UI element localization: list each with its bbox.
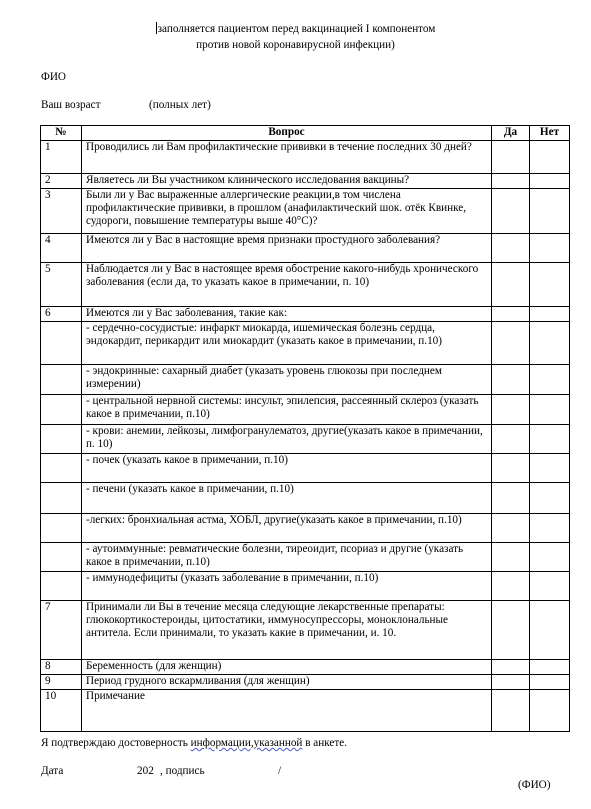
- confirmation-text: [41, 737, 347, 749]
- no-cell[interactable]: [530, 543, 570, 572]
- table-row: [41, 365, 570, 395]
- row-question: - аутоиммунные: ревматические болезни, тиреоидит, псориаз и другие (указать какое в примечании, п.10): [82, 543, 492, 572]
- row-num: 9: [41, 675, 82, 690]
- row-num: 5: [41, 263, 82, 307]
- table-row: [41, 307, 570, 322]
- yes-cell[interactable]: [492, 483, 530, 514]
- yes-cell[interactable]: [492, 174, 530, 189]
- yes-cell[interactable]: [492, 454, 530, 483]
- row-num: 6: [41, 307, 82, 322]
- table-row: [41, 189, 570, 234]
- age-hint: (полных лет): [149, 99, 211, 111]
- text-cursor: [156, 22, 157, 34]
- row-question: Были ли у Вас выраженные аллергические реакции,в том числена профилактические прививки, в прошлом (анафилактический шок. отёк Квинке, судороги, повышение температуры выше 40°С)?: [82, 189, 492, 234]
- row-question: Наблюдается ли у Вас в настоящее время обострение какого-нибудь хронического заболевания (если да, то указать какое в примечании, п. 10): [82, 263, 492, 307]
- col-header-no: Нет: [530, 126, 570, 141]
- row-question: Проводились ли Вам профилактические прививки в течение последних 30 дней?: [82, 141, 492, 174]
- table-row: [41, 572, 570, 601]
- no-cell[interactable]: [530, 365, 570, 395]
- yes-cell[interactable]: [492, 660, 530, 675]
- no-cell[interactable]: [530, 395, 570, 425]
- confirm-wavy: информации,указанной: [190, 737, 303, 749]
- no-cell[interactable]: [530, 572, 570, 601]
- row-question: - сердечно-сосудистые: инфаркт миокарда, ишемическая болезнь сердца, эндокардит, перикардит или миокардит (указать какое в примечании, п.10): [82, 322, 492, 365]
- col-header-num: №: [41, 126, 82, 141]
- row-question: Имеются ли у Вас в настоящие время признаки простудного заболевания?: [82, 234, 492, 263]
- yes-cell[interactable]: [492, 572, 530, 601]
- form-header-line-1: [0, 22, 591, 35]
- table-row: [41, 483, 570, 514]
- yes-cell[interactable]: [492, 365, 530, 395]
- col-header-question: Вопрос: [82, 126, 492, 141]
- no-cell[interactable]: [530, 174, 570, 189]
- row-question: - печени (указать какое в примечании, п.10): [82, 483, 492, 514]
- no-cell[interactable]: [530, 514, 570, 543]
- no-cell[interactable]: [530, 263, 570, 307]
- row-question: Имеются ли у Вас заболевания, такие как:: [82, 307, 492, 322]
- table-row: [41, 543, 570, 572]
- yes-cell[interactable]: [492, 189, 530, 234]
- yes-cell[interactable]: [492, 307, 530, 322]
- row-num: [41, 365, 82, 395]
- row-num: [41, 395, 82, 425]
- questionnaire-table: [40, 125, 570, 732]
- table-header-row: [41, 126, 570, 141]
- yes-cell[interactable]: [492, 395, 530, 425]
- no-cell[interactable]: [530, 189, 570, 234]
- fio-caption: (ФИО): [518, 779, 551, 791]
- yes-cell[interactable]: [492, 234, 530, 263]
- yes-cell[interactable]: [492, 514, 530, 543]
- row-num: [41, 514, 82, 543]
- row-question: Период грудного вскармливания (для женщин): [82, 675, 492, 690]
- row-num: 1: [41, 141, 82, 174]
- row-question: Являетесь ли Вы участником клинического исследования вакцины?: [82, 174, 492, 189]
- yes-cell[interactable]: [492, 322, 530, 365]
- col-header-yes: Да: [492, 126, 530, 141]
- row-num: [41, 322, 82, 365]
- no-cell[interactable]: [530, 322, 570, 365]
- row-num: 10: [41, 690, 82, 732]
- no-cell[interactable]: [530, 675, 570, 690]
- no-cell[interactable]: [530, 454, 570, 483]
- yes-cell[interactable]: [492, 601, 530, 660]
- table-row: [41, 395, 570, 425]
- no-cell[interactable]: [530, 307, 570, 322]
- table-row: [41, 263, 570, 307]
- row-num: 3: [41, 189, 82, 234]
- row-num: [41, 425, 82, 454]
- confirm-before: Я подтверждаю достоверность: [41, 737, 191, 749]
- row-num: 4: [41, 234, 82, 263]
- table-row: [41, 454, 570, 483]
- no-cell[interactable]: [530, 141, 570, 174]
- date-label: Дата: [41, 765, 64, 777]
- fio-label: ФИО: [41, 71, 66, 83]
- row-question: - почек (указать какое в примечании, п.10): [82, 454, 492, 483]
- no-cell[interactable]: [530, 690, 570, 732]
- row-num: 8: [41, 660, 82, 675]
- table-row: [41, 141, 570, 174]
- row-question: - эндокринные: сахарный диабет (указать уровень глюкозы при последнем измерении): [82, 365, 492, 395]
- row-num: 7: [41, 601, 82, 660]
- form-header-line-2: против новой коронавирусной инфекции): [196, 39, 395, 51]
- yes-cell[interactable]: [492, 543, 530, 572]
- row-num: [41, 543, 82, 572]
- row-question: - крови: анемии, лейкозы, лимфогранулематоз, другие(указать какое в примечании, п. 10): [82, 425, 492, 454]
- table-row: [41, 234, 570, 263]
- no-cell[interactable]: [530, 601, 570, 660]
- row-num: 2: [41, 174, 82, 189]
- row-question: Принимали ли Вы в течение месяца следующие лекарственные препараты: глюкокортикостероиды, цитостатики, иммуносупрессоры, моноклональные антитела. Если принимали, то указать какие в примечании, и. 10.: [82, 601, 492, 660]
- row-question: Беременность (для женщин): [82, 660, 492, 675]
- row-num: [41, 483, 82, 514]
- row-question: - иммунодефициты (указать заболевание в примечании, п.10): [82, 572, 492, 601]
- table-row: [41, 322, 570, 365]
- row-num: [41, 454, 82, 483]
- row-question: -легких: бронхиальная астма, ХОБЛ, другие(указать какое в примечании, п.10): [82, 514, 492, 543]
- no-cell[interactable]: [530, 483, 570, 514]
- confirm-after: в анкете.: [302, 737, 348, 749]
- header-text-1: заполняется пациентом перед вакцинацией I компонентом: [157, 23, 436, 35]
- table-row: [41, 174, 570, 189]
- no-cell[interactable]: [530, 660, 570, 675]
- table-row: [41, 425, 570, 454]
- yes-cell[interactable]: [492, 425, 530, 454]
- row-question: Примечание: [82, 690, 492, 732]
- row-num: [41, 572, 82, 601]
- row-question: - центральной нервной системы: инсульт, эпилепсия, рассеянный склероз (указать какое в примечании, п.10): [82, 395, 492, 425]
- table-row: [41, 514, 570, 543]
- yes-cell[interactable]: [492, 675, 530, 690]
- table-row: [41, 660, 570, 675]
- age-label: Ваш возраст: [41, 99, 101, 111]
- yes-cell[interactable]: [492, 690, 530, 732]
- table-row: [41, 601, 570, 660]
- yes-cell[interactable]: [492, 263, 530, 307]
- year-prefix: 202: [137, 765, 154, 777]
- table-row: [41, 690, 570, 732]
- signature-label: , подпись: [160, 765, 205, 777]
- no-cell[interactable]: [530, 425, 570, 454]
- no-cell[interactable]: [530, 234, 570, 263]
- yes-cell[interactable]: [492, 141, 530, 174]
- table-row: [41, 675, 570, 690]
- signature-slash: /: [278, 765, 282, 777]
